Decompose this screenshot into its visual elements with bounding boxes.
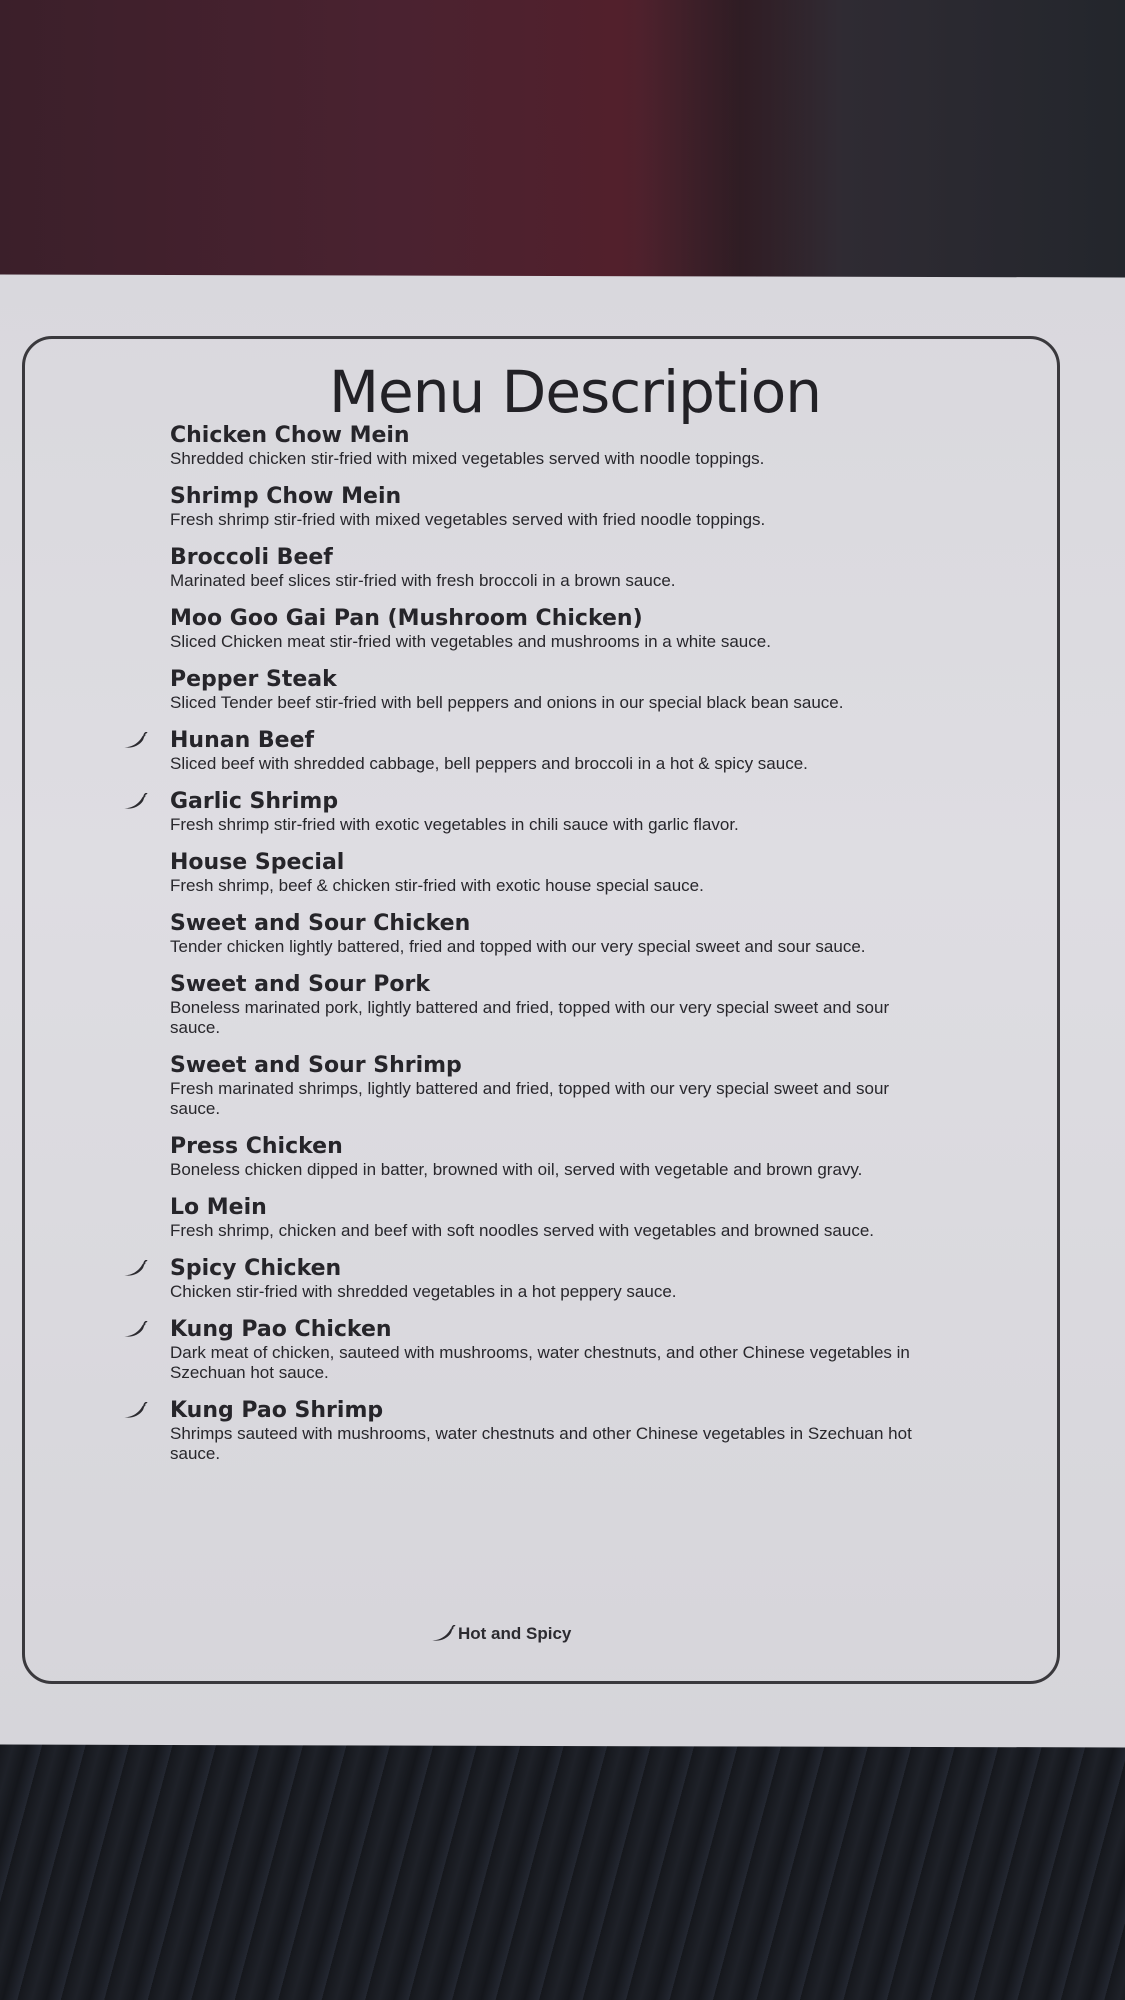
menu-item: [170, 1194, 930, 1241]
menu-item-description: Shrimps sauteed with mushrooms, water chestnuts and other Chinese vegetables in Szechuan hot sauce.: [170, 1424, 912, 1463]
menu-item: [170, 1397, 930, 1464]
menu-item: [170, 483, 930, 530]
menu-item-name: Broccoli Beef: [170, 545, 333, 570]
legend-label: Hot and Spicy: [458, 1624, 572, 1643]
menu-item-description: Fresh shrimp, beef & chicken stir-fried with exotic house special sauce.: [170, 876, 704, 895]
menu-item-name: Chicken Chow Mein: [170, 423, 410, 448]
menu-item-description: Shredded chicken stir-fried with mixed vegetables served with noodle toppings.: [170, 449, 765, 468]
menu-item-description: Marinated beef slices stir-fried with fresh broccoli in a brown sauce.: [170, 571, 676, 590]
chili-pepper-icon: [430, 1625, 456, 1643]
menu-item-name: Kung Pao Chicken: [170, 1317, 392, 1342]
menu-item: [170, 544, 930, 591]
menu-item-description: Fresh marinated shrimps, lightly battered and fried, topped with our very special sweet and sour sauce.: [170, 1079, 890, 1118]
menu-item-description: Tender chicken lightly battered, fried and topped with our very special sweet and sour sauce.: [170, 937, 866, 956]
menu-item: [170, 605, 930, 652]
menu-item: [170, 849, 930, 896]
menu-item: [170, 666, 930, 713]
menu-item-name: Press Chicken: [170, 1134, 343, 1159]
chili-pepper-icon: [122, 1260, 148, 1278]
menu-item: [170, 1052, 930, 1119]
menu-item-description: Chicken stir-fried with shredded vegetables in a hot peppery sauce.: [170, 1282, 677, 1301]
menu-item: [170, 910, 930, 957]
menu-item-description: Dark meat of chicken, sauteed with mushrooms, water chestnuts, and other Chinese vegetables in Szechuan hot sauce.: [170, 1343, 910, 1382]
background-top: [0, 0, 1125, 290]
menu-item: [170, 788, 930, 835]
menu-item-description: Sliced Chicken meat stir-fried with vegetables and mushrooms in a white sauce.: [170, 632, 771, 651]
menu-item-name: Sweet and Sour Chicken: [170, 911, 471, 936]
menu-item-name: Sweet and Sour Pork: [170, 972, 430, 997]
background-shadow: [640, 0, 840, 290]
background-bottom: [0, 1740, 1125, 2000]
chili-pepper-icon: [122, 732, 148, 750]
menu-item-name: Hunan Beef: [170, 728, 315, 753]
menu-item-description: Boneless marinated pork, lightly battered and fried, topped with our very special sweet and sour sauce.: [170, 998, 890, 1037]
menu-item: [170, 971, 930, 1038]
chili-pepper-icon: [122, 1402, 148, 1420]
menu-item-name: Shrimp Chow Mein: [170, 484, 402, 509]
menu-item-description: Fresh shrimp, chicken and beef with soft noodles served with vegetables and browned sauce.: [170, 1221, 875, 1240]
menu-item-name: Spicy Chicken: [170, 1256, 342, 1281]
menu-item-list: [170, 422, 930, 1478]
menu-item-name: Moo Goo Gai Pan (Mushroom Chicken): [170, 606, 643, 631]
menu-item-name: Kung Pao Shrimp: [170, 1398, 384, 1423]
menu-item-name: Garlic Shrimp: [170, 789, 339, 814]
page-title: Menu Description: [328, 358, 821, 426]
chili-pepper-icon: [122, 1321, 148, 1339]
menu-item-description: Sliced beef with shredded cabbage, bell peppers and broccoli in a hot & spicy sauce.: [170, 754, 808, 773]
menu-item-name: Sweet and Sour Shrimp: [170, 1053, 462, 1078]
menu-item-description: Boneless chicken dipped in batter, browned with oil, served with vegetable and brown gravy.: [170, 1160, 863, 1179]
menu-item-name: Pepper Steak: [170, 667, 337, 692]
menu-item: [170, 1255, 930, 1302]
menu-item-description: Sliced Tender beef stir-fried with bell peppers and onions in our special black bean sauce.: [170, 693, 844, 712]
spicy-legend: [430, 1624, 571, 1644]
menu-item: [170, 727, 930, 774]
chili-pepper-icon: [122, 793, 148, 811]
menu-item-description: Fresh shrimp stir-fried with mixed vegetables served with fried noodle toppings.: [170, 510, 766, 529]
menu-item-name: Lo Mein: [170, 1195, 267, 1220]
menu-item: [170, 1133, 930, 1180]
menu-item: [170, 422, 930, 469]
menu-item-name: House Special: [170, 850, 345, 875]
menu-item-description: Fresh shrimp stir-fried with exotic vegetables in chili sauce with garlic flavor.: [170, 815, 739, 834]
menu-item: [170, 1316, 930, 1383]
